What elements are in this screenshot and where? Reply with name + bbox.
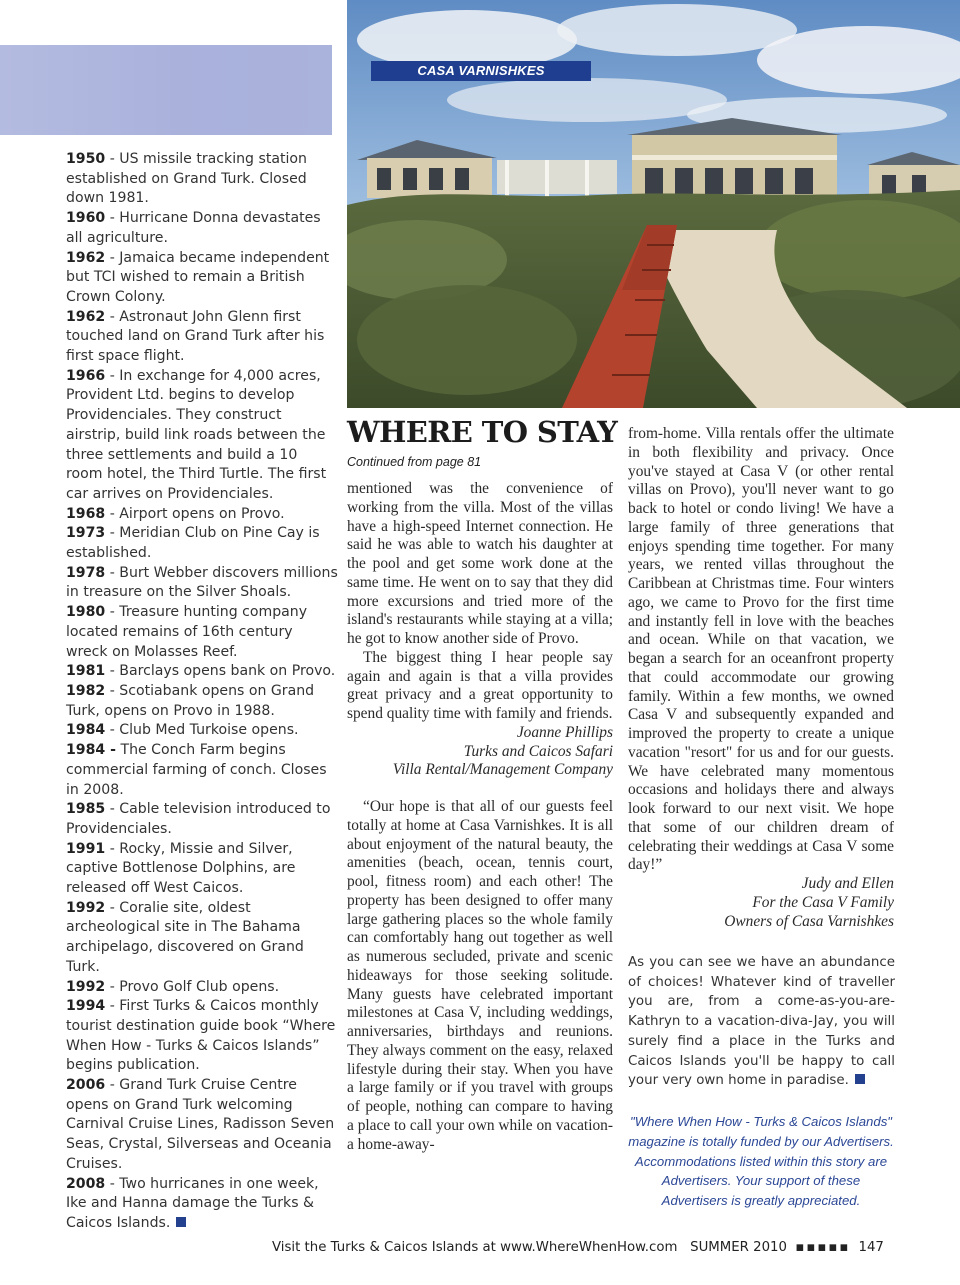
end-mark-icon xyxy=(176,1217,186,1227)
timeline-year: 1968 xyxy=(66,505,106,522)
timeline-text: - Meridian Club on Pine Cay is established. xyxy=(66,525,320,562)
end-mark-icon xyxy=(855,1074,865,1084)
timeline-year: 1984 xyxy=(66,722,106,739)
timeline-entry xyxy=(66,721,338,741)
timeline-text: - Club Med Turkoise opens. xyxy=(105,722,299,739)
timeline-entry xyxy=(66,603,338,662)
funding-note: "Where When How - Turks & Caicos Islands" magazine is totally funded by our Advertisers. Accommodations listed within this story are Advertisers. Your support of these Advertisers is greatly appreciated. xyxy=(628,1114,894,1209)
timeline-entry xyxy=(66,564,338,603)
timeline-entry xyxy=(66,209,338,248)
timeline-text: The Conch Farm begins commercial farming of conch. Closes in 2008. xyxy=(66,742,327,798)
timeline-column xyxy=(66,150,338,1234)
timeline-text: - US missile tracking station established on Grand Turk. Closed down 1981. xyxy=(66,151,307,207)
article-column-right xyxy=(628,425,894,931)
timeline-text: - Hurricane Donna devastates all agriculture. xyxy=(66,210,321,246)
timeline-year: 1962 xyxy=(66,249,106,266)
timeline-year: 2008 xyxy=(66,1175,106,1192)
closing-paragraph xyxy=(628,953,895,1091)
timeline-text: - Jamaica became independent but TCI wished to remain a British Crown Colony. xyxy=(66,249,330,305)
timeline-year: 1960 xyxy=(66,210,106,227)
footer-issue: SUMMER 2010 xyxy=(690,1240,787,1255)
timeline-year: 1985 xyxy=(66,801,106,818)
timeline-year: 1994 xyxy=(66,998,106,1015)
timeline-entry xyxy=(66,1076,338,1175)
timeline-entry xyxy=(66,800,338,839)
timeline-entry xyxy=(66,524,338,563)
timeline-year: 1982 xyxy=(66,682,106,699)
timeline-text: - Barclays opens bank on Provo. xyxy=(105,663,336,680)
timeline-year: 1984 - xyxy=(66,742,116,759)
timeline-year: 1962 xyxy=(66,308,106,325)
timeline-entry xyxy=(66,367,338,505)
page-number: 147 xyxy=(858,1240,884,1255)
timeline-year: 1981 xyxy=(66,663,106,680)
timeline-entry xyxy=(66,682,338,721)
closing-text: As you can see we have an abundance of choices! Whatever kind of traveller you are, from a come-as-you-are-Kathryn to a vacation-diva-Jay, you will surely find a place in the Turks and Caicos Islands you'll be happy to call your very own home in paradise. xyxy=(628,955,895,1089)
timeline-text: - Provo Golf Club opens. xyxy=(105,978,280,995)
page-footer xyxy=(272,1240,898,1255)
article-paragraph: from-home. Villa rentals offer the ultimate in both flexibility and privacy. Once you've stayed at Casa V (or other rental villas on Provo), you'll never want to go back to hotel or condo living! We have a large family of three generations that enjoys spending time together. For many years, we rented villas throughout the Caribbean at Christmas time. Four winters ago, we came to Provo for the first time and instantly fell in love with the beaches and ocean. While on that vacation, we began a search for an oceanfront property that could accommodate our growing family. Within a few months, we owned Casa V and subsequently expanded and improved the property to create a unique vacation "resort" for us and for our guests. We have celebrated many momentous occasions and holidays there and always look forward to our next visit. We hope that some of our children dream of celebrating their weddings at Casa V some day!” xyxy=(628,425,894,874)
timeline-entry xyxy=(66,662,338,682)
timeline-text: - First Turks & Caicos monthly tourist destination guide book “Where When How - Turks & Caicos Islands” begins publication. xyxy=(66,998,336,1074)
timeline-text: - Airport opens on Provo. xyxy=(105,505,285,522)
timeline-entry xyxy=(66,741,338,800)
timeline-entry xyxy=(66,1175,338,1234)
timeline-text: - Grand Turk Cruise Centre opens on Grand Turk welcoming Carnival Cruise Lines, Radisson Seven Seas, Crystal, Silverseas and Oceania Cruises. xyxy=(66,1077,335,1172)
timeline-text: - Burt Webber discovers millions in treasure on the Silver Shoals. xyxy=(66,564,338,601)
article-paragraph: “Our hope is that all of our guests feel totally at home at Casa Varnishkes. It is all about enjoyment of the natural beauty, the amenities (beach, ocean, tennis court, pool, fitness room) and each other! The property has been designed to offer many large gathering places so the whole family can comfortably hang out together as well as numerous secluded, private and scenic hideaways for those seeking solitude. Many guests have celebrated important milestones at Casa V, including weddings, anniversaries, birthdays and reunions. They always comment on the easy, relaxed lifestyle during their stay. When you have a large family or if you travel with groups of people, nothing can compare to having a place to call your own while on vacation- a home-away- xyxy=(347,798,613,1153)
timeline-entry xyxy=(66,899,338,978)
timeline-year: 2006 xyxy=(66,1077,106,1094)
signature-line: Turks and Caicos Safari xyxy=(463,742,613,760)
timeline-text: - Treasure hunting company located remains of 16th century wreck on Molasses Reef. xyxy=(66,604,308,660)
article-paragraph: The biggest thing I hear people say again and again is that a villa provides great privacy and a great opportunity to spend quality time with family and friends. xyxy=(347,648,613,722)
photo-caption: CASA VARNISHKES xyxy=(371,61,591,81)
signature-name: Joanne Phillips xyxy=(516,723,613,741)
signature-line: Owners of Casa Varnishkes xyxy=(724,912,894,930)
timeline-year: 1992 xyxy=(66,978,106,995)
timeline-entry xyxy=(66,505,338,525)
timeline-text: - Scotiabank opens on Grand Turk, opens on Provo in 1988. xyxy=(66,682,315,719)
timeline-entry xyxy=(66,249,338,308)
timeline-year: 1980 xyxy=(66,604,106,621)
timeline-year: 1973 xyxy=(66,525,106,542)
footer-visit-text: Visit the Turks & Caicos Islands at www.WhereWhenHow.com xyxy=(272,1240,678,1255)
footer-dots: ▪▪▪▪▪ xyxy=(795,1240,851,1255)
timeline-year: 1992 xyxy=(66,899,106,916)
article-column-middle xyxy=(347,480,613,1154)
timeline-text: - Astronaut John Glenn first touched land on Grand Turk after his first space flight. xyxy=(66,308,325,365)
timeline-text: - Cable television introduced to Providenciales. xyxy=(66,801,331,837)
timeline-text: - In exchange for 4,000 acres, Provident Ltd. begins to develop Providenciales. They construct airstrip, build link roads between the three settlements and build a 10 room hotel, the Third Turtle. The first car arrives on Providenciales. xyxy=(66,367,327,502)
timeline-year: 1966 xyxy=(66,367,106,384)
timeline-text: - Two hurricanes in one week, Ike and Hanna damage the Turks & Caicos Islands. xyxy=(66,1175,319,1231)
article-heading: WHERE TO STAY xyxy=(347,415,618,449)
timeline-entry xyxy=(66,308,338,367)
signature-line: Villa Rental/Management Company xyxy=(392,761,613,779)
signature-line: For the Casa V Family xyxy=(752,893,894,911)
continued-note: Continued from page 81 xyxy=(347,455,482,469)
timeline-year: 1978 xyxy=(66,564,106,581)
timeline-year: 1991 xyxy=(66,840,106,857)
timeline-text: - Coralie site, oldest archeological site in The Bahama archipelago, discovered on Grand Turk. xyxy=(66,899,304,975)
timeline-entry xyxy=(66,978,338,998)
timeline-entry xyxy=(66,150,338,209)
timeline-year: 1950 xyxy=(66,151,106,167)
decorative-band xyxy=(0,45,332,135)
signature-name: Judy and Ellen xyxy=(801,875,894,892)
timeline-entry xyxy=(66,997,338,1076)
article-paragraph: mentioned was the convenience of working from the villa. Most of the villas have a high-speed Internet connection. He said he was able to watch his daughter at the pool and get some work done at the same time. He went on to say that they did more excursions and tried more of the island's restaurants while staying at a villa; he got to know another side of Provo. xyxy=(347,480,613,647)
timeline-entry xyxy=(66,840,338,899)
timeline-text: - Rocky, Missie and Silver, captive Bottlenose Dolphins, are released off West Caicos. xyxy=(66,840,296,897)
